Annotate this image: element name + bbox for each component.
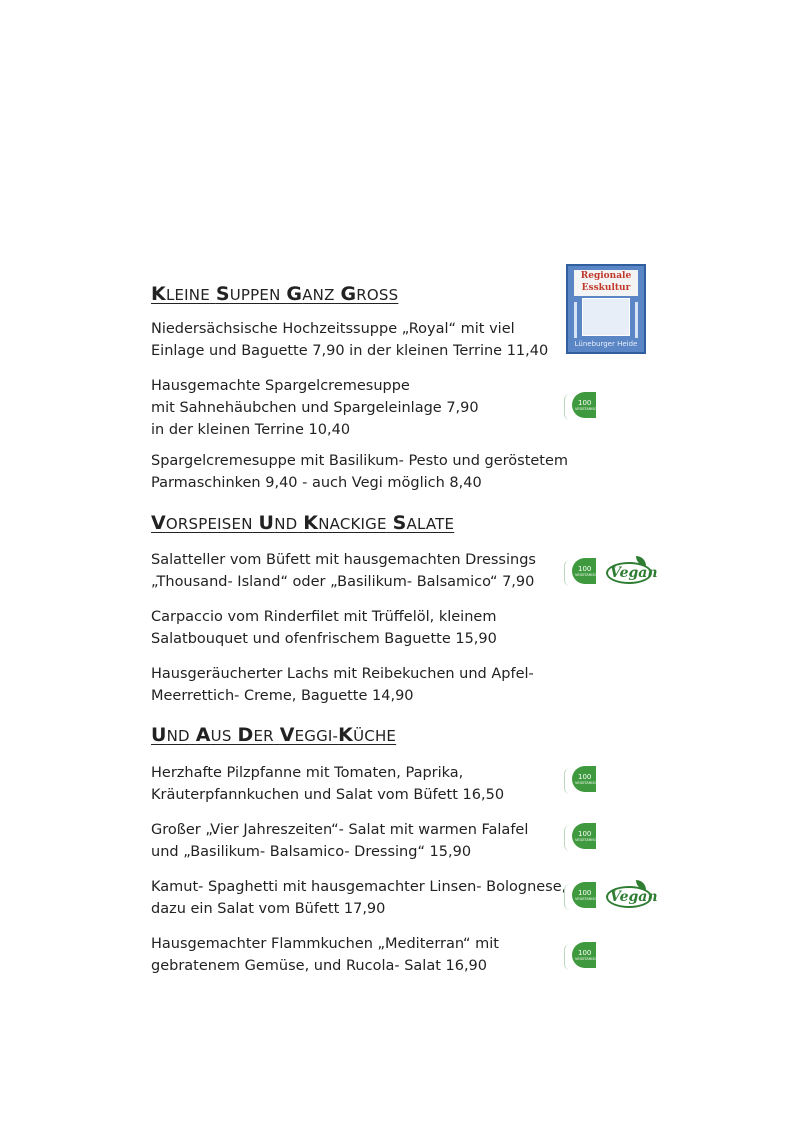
- vegetarian-badge-icon: 100 VEGETARISCH: [564, 819, 596, 851]
- menu-item: Hausgeräucherter Lachs mit Reibekuchen und Apfel- Meerrettich- Creme, Baguette 14,90: [151, 666, 534, 704]
- section-heading-starters: VORSPEISEN UND KNACKIGE SALATE: [151, 512, 455, 534]
- regional-logo-subtitle: Lüneburger Heide: [574, 340, 638, 348]
- menu-item: Großer „Vier Jahreszeiten“- Salat mit warmen Falafel und „Basilikum- Balsamico- Dressing“ 15,90: [151, 822, 529, 860]
- menu-item: Niedersächsische Hochzeitssuppe „Royal“ mit viel Einlage und Baguette 7,90 in der kleinen Terrine 11,40: [151, 321, 549, 359]
- menu-item: Kamut- Spaghetti mit hausgemachter Linsen- Bolognese, dazu ein Salat vom Büfett 17,90: [151, 879, 567, 917]
- menu-item: Herzhafte Pilzpfanne mit Tomaten, Paprika, Kräuterpfannkuchen und Salat vom Büfett 16,50: [151, 765, 505, 803]
- section-heading-veggie: UND AUS DER VEGGI-KÜCHE: [151, 724, 397, 746]
- menu-item: Carpaccio vom Rinderfilet mit Trüffelöl, kleinem Salatbouquet und ofenfrischem Baguette 15,90: [151, 609, 497, 647]
- fork-icon: [574, 302, 577, 338]
- vegetarian-badge-icon: 100 VEGETARISCH: [564, 938, 596, 970]
- menu-item: Hausgemachter Flammkuchen „Mediterran“ mit gebratenem Gemüse, und Rucola- Salat 16,90: [151, 936, 499, 974]
- knife-icon: [635, 302, 638, 338]
- section-heading-soups: KLEINE SUPPEN GANZ GROSS: [151, 283, 399, 305]
- napkin-icon: [582, 298, 630, 336]
- menu-item: Hausgemachte Spargelcremesuppe mit Sahnehäubchen und Spargeleinlage 7,90 in der kleinen Terrine 10,40: [151, 378, 479, 438]
- regional-esskultur-logo: [566, 264, 646, 354]
- vegetarian-badge-icon: 100 VEGETARISCH: [564, 878, 596, 910]
- vegetarian-badge-icon: 100 VEGETARISCH: [564, 388, 596, 420]
- vegan-badge-icon: Vegan: [606, 556, 654, 588]
- regional-logo-title: Regionale Esskultur: [574, 270, 638, 296]
- vegan-badge-icon: Vegan: [606, 880, 654, 912]
- menu-item: Salatteller vom Büfett mit hausgemachten Dressings „Thousand- Island“ oder „Basilikum- Balsamico“ 7,90: [151, 552, 536, 590]
- menu-item: Spargelcremesuppe mit Basilikum- Pesto und geröstetem Parmaschinken 9,40 - auch Vegi möglich 8,40: [151, 453, 569, 491]
- vegetarian-badge-icon: 100 VEGETARISCH: [564, 554, 596, 586]
- vegetarian-badge-icon: 100 VEGETARISCH: [564, 762, 596, 794]
